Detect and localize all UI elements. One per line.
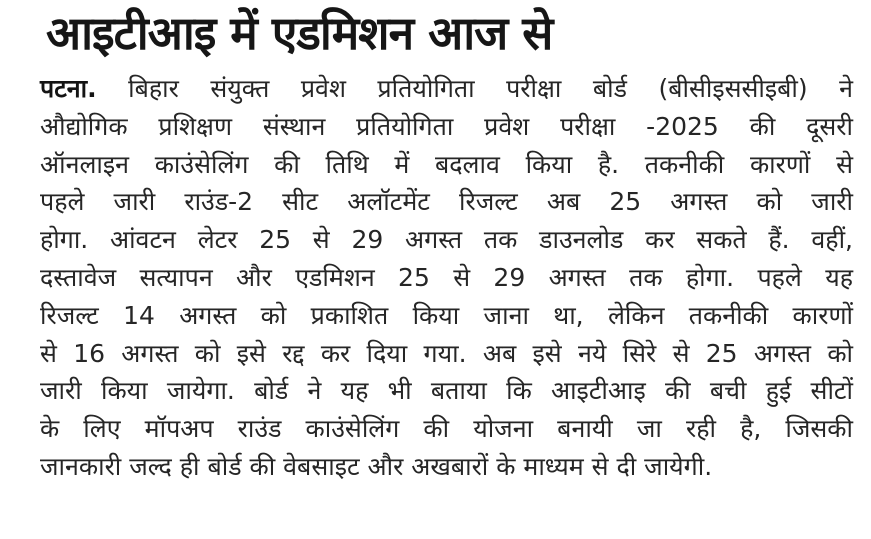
headline: आइटीआइ में एडमिशन आज से [46,6,553,60]
article-line-11: जानकारी जल्द ही बोर्ड की वेबसाइट और अखबारों के माध्यम से दी जायेगी. [40,451,713,481]
article-line-5: होगा. आंवटन लेटर 25 से 29 अगस्त तक डाउनलोड कर सकते हैं. वहीं, [40,225,853,255]
article-body [40,70,853,486]
article-line-8: से 16 अगस्त को इसे रद्द कर दिया गया. अब इसे नये सिरे से 25 अगस्त को [40,338,853,368]
article-line-4: पहले जारी राउंड-2 सीट अलॉटमेंट रिजल्ट अब 25 अगस्त को जारी [40,187,853,217]
article-line-9: जारी किया जायेगा. बोर्ड ने यह भी बताया कि आइटीआइ की बची हुई सीटों [40,376,853,406]
article-line-6: दस्तावेज सत्यापन और एडमिशन 25 से 29 अगस्त तक होगा. पहले यह [40,262,853,292]
article-line-3: ऑनलाइन काउंसेलिंग की तिथि में बदलाव किया है. तकनीकी कारणों से [40,149,853,179]
article-line-10: के लिए मॉपअप राउंड काउंसेलिंग की योजना बनायी जा रही है, जिसकी [40,414,853,444]
article-line-1 [40,70,853,108]
article-line-7: रिजल्ट 14 अगस्त को प्रकाशित किया जाना था, लेकिन तकनीकी कारणों [40,300,853,330]
article-line-2: औद्योगिक प्रशिक्षण संस्थान प्रतियोगिता प्रवेश परीक्षा -2025 की दूसरी [40,111,853,141]
article-line-1-text: बिहार संयुक्त प्रवेश प्रतियोगिता परीक्षा बोर्ड (बीसीइससीइबी) ने [96,74,853,103]
dateline: पटना. [40,74,97,103]
